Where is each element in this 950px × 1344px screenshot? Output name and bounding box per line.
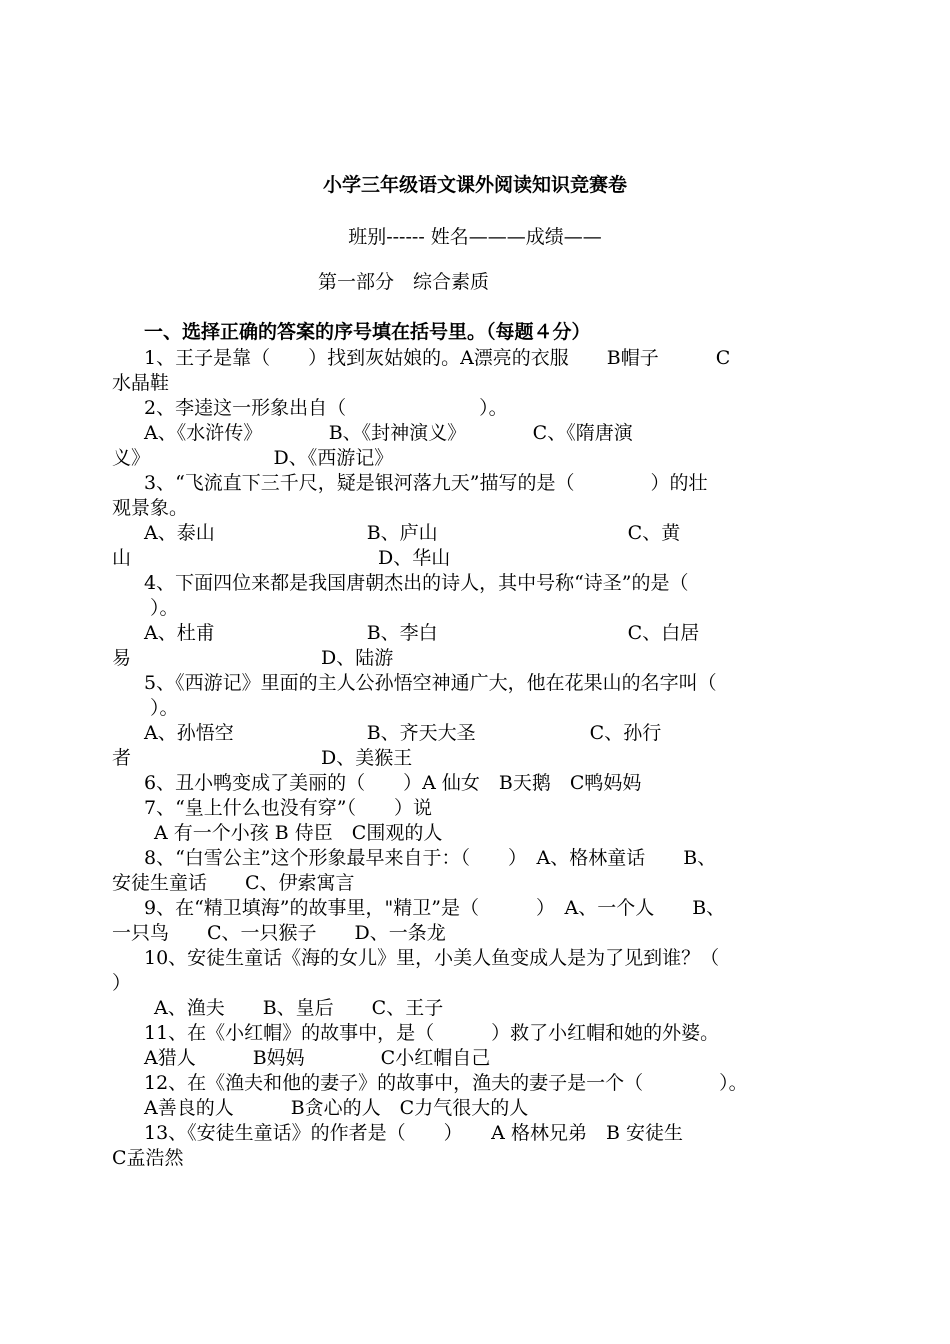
option-line: 义》 D、《西游记》 [112, 447, 394, 469]
question-line: ） [112, 972, 132, 994]
question-line: 8、“白雪公主”这个形象最早来自于：（ ） A、格林童话 B、 [144, 847, 717, 869]
question-line: 11、在《小红帽》的故事中，是（ ）救了小红帽和她的外婆。 [144, 1022, 720, 1044]
question-line: 13、《安徒生童话》的作者是（ ） A 格林兄弟 B 安徒生 [144, 1122, 683, 1144]
option-line: 易 D、陆游 [112, 647, 394, 669]
question-line: 6、丑小鸭变成了美丽的（ ）A 仙女 B天鹅 C鸭妈妈 [144, 772, 642, 794]
option-line: A、杜甫 B、李白 C、白居 [144, 622, 700, 644]
section-heading: 一、选择正确的答案的序号填在括号里。（每题４分） [144, 321, 591, 343]
option-line: 一只鸟 C、一只猴子 D、一条龙 [112, 922, 446, 944]
question-line: 5、《西游记》里面的主人公孙悟空神通广大，他在花果山的名字叫（ [144, 672, 717, 694]
question-line: 1、王子是靠（ ）找到灰姑娘的。A漂亮的衣服 B帽子 C [144, 347, 731, 369]
option-line: A、泰山 B、庐山 C、黄 [144, 522, 681, 544]
option-line: C孟浩然 [112, 1147, 184, 1169]
question-list [112, 346, 812, 1171]
question-line: 水晶鞋 [112, 372, 170, 394]
part-heading: 第一部分 综合素质 [318, 271, 490, 293]
question-line: 2、李逵这一形象出自（ ）。 [144, 397, 508, 419]
option-line: A、孙悟空 B、齐天大圣 C、孙行 [144, 722, 662, 744]
option-line: 山 D、华山 [112, 547, 451, 569]
question-line: 7、“皇上什么也没有穿”（ ）说 [144, 797, 433, 819]
question-line: 3、“飞流直下三千尺，疑是银河落九天”描写的是（ ）的壮 [144, 472, 708, 494]
question-line: ）。 [112, 697, 179, 719]
option-line: 者 D、美猴王 [112, 747, 413, 769]
question-line: 观景象。 [112, 497, 189, 519]
question-line: 12、在《渔夫和他的妻子》的故事中，渔夫的妻子是一个（ ）。 [144, 1072, 748, 1094]
option-line: A 有一个小孩 B 侍臣 C围观的人 [154, 822, 443, 844]
option-line: A、渔夫 B、皇后 C、王子 [154, 997, 444, 1019]
question-line: 4、下面四位来都是我国唐朝杰出的诗人，其中号称“诗圣”的是（ [144, 572, 689, 594]
option-line: A善良的人 B贪心的人 C力气很大的人 [144, 1097, 529, 1119]
question-line: 9、在“精卫填海”的故事里，"精卫”是（ ） A、一个人 B、 [144, 897, 726, 919]
exam-title: 小学三年级语文课外阅读知识竞赛卷 [322, 174, 627, 196]
option-line: A、《水浒传》 B、《封神演义》 C、《隋唐演 [144, 422, 633, 444]
student-info-line: 班别------ 姓名———成绩—— [348, 226, 602, 248]
question-line: ）。 [112, 597, 179, 619]
option-line: 安徒生童话 C、伊索寓言 [112, 872, 355, 894]
question-line: 10、安徒生童话《海的女儿》里，小美人鱼变成人是为了见到谁？（ [144, 947, 720, 969]
option-line: A猎人 B妈妈 C小红帽自己 [144, 1047, 491, 1069]
